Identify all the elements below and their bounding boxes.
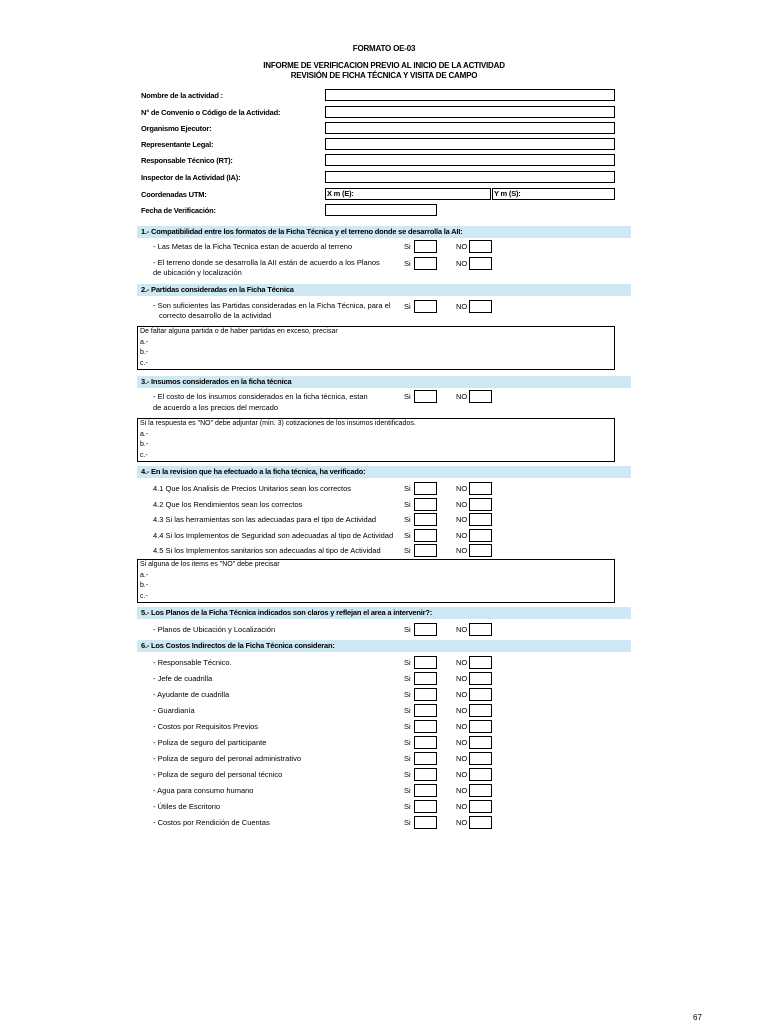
- s4-note-b: b.-: [140, 582, 149, 589]
- s6-item-9-si-label: Si: [404, 786, 411, 795]
- s4-item-5-no-checkbox[interactable]: [469, 544, 492, 557]
- s6-item-11-si-checkbox[interactable]: [414, 816, 437, 829]
- s6-item-9-no-checkbox[interactable]: [469, 784, 492, 797]
- s6-item-1-no-checkbox[interactable]: [469, 656, 492, 669]
- s6-item-11-no-label: NO: [456, 818, 468, 827]
- responsable-field[interactable]: [325, 154, 615, 166]
- s6-item-6: - Poliza de seguro del participante: [153, 738, 267, 747]
- s6-item-7: - Poliza de seguro del peronal administrativo: [153, 754, 301, 763]
- organismo-field[interactable]: [325, 122, 615, 134]
- s6-item-6-no-label: NO: [456, 738, 468, 747]
- s3-item-1-line2: de acuerdo a los precios del mercado: [153, 403, 279, 412]
- s6-item-9-no-label: NO: [456, 786, 468, 795]
- s1-item-1-si-label: Si: [404, 242, 411, 251]
- s1-item-1-no-label: NO: [456, 242, 468, 251]
- s3-item-1-no-checkbox[interactable]: [469, 390, 492, 403]
- label-responsable: Responsable Técnico (RT):: [141, 156, 233, 165]
- s3-note-c: c.-: [140, 451, 148, 459]
- s6-item-11-si-label: Si: [404, 818, 411, 827]
- s3-note-box[interactable]: [137, 418, 615, 462]
- s1-item-1-no-checkbox[interactable]: [469, 240, 492, 253]
- s6-item-5: - Costos por Requisitos Previos: [153, 722, 259, 731]
- s3-item-1-line1: - El costo de los insumos considerados en la ficha técnica, estan: [153, 392, 368, 401]
- s3-note-text: Si la respuesta es "NO" debe adjuntar (mín. 3) cotizaciones de los insumos identificados.: [140, 420, 416, 427]
- s4-item-3-si-label: Si: [404, 515, 411, 524]
- s4-note-c: c.-: [140, 592, 148, 600]
- s1-item-2-si-label: Si: [404, 259, 411, 268]
- s6-item-2-no-checkbox[interactable]: [469, 672, 492, 685]
- fecha-field[interactable]: [325, 204, 437, 216]
- representante-field[interactable]: [325, 138, 615, 150]
- section-3-title: 3.- Insumos considerados en la ficha técnica: [141, 377, 292, 386]
- s6-item-1-si-checkbox[interactable]: [414, 656, 437, 669]
- label-actividad: Nombre de la actividad :: [141, 91, 223, 100]
- section-4-title: 4.- En la revision que ha efectuado a la ficha técnica, ha verificado:: [141, 467, 366, 476]
- xm-field[interactable]: [325, 188, 491, 200]
- s2-note-text: De faltar alguna partida o de haber partidas en exceso, precisar: [140, 328, 338, 335]
- s6-item-5-no-label: NO: [456, 722, 468, 731]
- s4-item-3-no-label: NO: [456, 515, 468, 524]
- s2-item-1-line1: - Son suficientes las Partidas consideradas en la Ficha Técnica, para el: [153, 301, 391, 310]
- s4-item-2-si-label: Si: [404, 499, 411, 509]
- s6-item-4-no-label: NO: [456, 706, 468, 715]
- section-2-header: [137, 284, 631, 296]
- inspector-field[interactable]: [325, 171, 615, 183]
- s4-item-2: 4.2 Que los Rendimientos sean los correctos: [153, 499, 303, 509]
- label-representante: Representante Legal:: [141, 140, 214, 149]
- s6-item-5-si-label: Si: [404, 722, 411, 731]
- s1-item-2-no-label: NO: [456, 259, 468, 268]
- s5-item-1-no-checkbox[interactable]: [469, 623, 492, 636]
- section-6-title: 6.- Los Costos Indirectos de la Ficha Técnica consideran:: [141, 641, 335, 650]
- s6-item-6-si-checkbox[interactable]: [414, 736, 437, 749]
- s6-item-11-no-checkbox[interactable]: [469, 816, 492, 829]
- s6-item-3-no-checkbox[interactable]: [469, 688, 492, 701]
- s2-item-1-no-label: NO: [456, 302, 468, 311]
- s6-item-7-si-checkbox[interactable]: [414, 752, 437, 765]
- s2-note-a: a.-: [140, 338, 149, 346]
- s4-item-1-si-checkbox[interactable]: [414, 482, 437, 495]
- actividad-field[interactable]: [325, 89, 615, 101]
- s4-item-2-no-label: NO: [456, 499, 468, 509]
- s2-item-1-line2: correcto desarrollo de la actividad: [159, 311, 272, 320]
- s4-item-3-no-checkbox[interactable]: [469, 513, 492, 526]
- s3-note-b: b.-: [140, 441, 149, 448]
- s6-item-1-no-label: NO: [456, 658, 468, 667]
- s6-item-10-no-label: NO: [456, 802, 468, 811]
- form-subtitle: REVISIÓN DE FICHA TÉCNICA Y VISITA DE CAMPO: [290, 71, 478, 80]
- s1-item-2-si-checkbox[interactable]: [414, 257, 437, 270]
- s4-item-4-si-checkbox[interactable]: [414, 529, 437, 542]
- s1-item-1: - Las Metas de la Ficha Tecnica estan de acuerdo al terreno: [153, 242, 353, 251]
- label-fecha: Fecha de Verificación:: [141, 206, 216, 215]
- s4-note-a: a.-: [140, 571, 149, 579]
- page-number: 67: [693, 1013, 702, 1022]
- s4-item-4-no-checkbox[interactable]: [469, 529, 492, 542]
- section-1-header: [137, 226, 631, 238]
- s2-note-c: c.-: [140, 359, 148, 367]
- s6-item-5-no-checkbox[interactable]: [469, 720, 492, 733]
- convenio-field[interactable]: [325, 106, 615, 118]
- s6-item-3-si-label: Si: [404, 690, 411, 699]
- s4-item-3-si-checkbox[interactable]: [414, 513, 437, 526]
- s4-item-5: 4.5 Si los Implementos sanitarios son adecuadas al tipo de Actividad: [153, 546, 381, 555]
- s4-item-5-no-label: NO: [456, 546, 468, 555]
- s4-item-1-si-label: Si: [404, 484, 411, 493]
- s3-item-1-si-checkbox[interactable]: [414, 390, 437, 403]
- s6-item-4-no-checkbox[interactable]: [469, 704, 492, 717]
- section-2-title: 2.- Partidas consideradas en la Ficha Técnica: [141, 285, 294, 294]
- ym-label: Y m (S):: [494, 189, 521, 198]
- s6-item-8-si-checkbox[interactable]: [414, 768, 437, 781]
- s6-item-9-si-checkbox[interactable]: [414, 784, 437, 797]
- s6-item-4-si-checkbox[interactable]: [414, 704, 437, 717]
- s4-item-1-no-label: NO: [456, 484, 468, 493]
- s6-item-7-no-label: NO: [456, 754, 468, 763]
- s6-item-8-no-checkbox[interactable]: [469, 768, 492, 781]
- s4-item-4: 4.4 Si los Implementos de Seguridad son adecuadas al tipo de Actividad: [153, 530, 394, 540]
- section-5-title: 5.- Los Planos de la Ficha Técnica indicados son claros y reflejan el area a intervenir?:: [141, 608, 433, 617]
- ym-field[interactable]: [492, 188, 615, 200]
- s6-item-6-no-checkbox[interactable]: [469, 736, 492, 749]
- s6-item-5-si-checkbox[interactable]: [414, 720, 437, 733]
- s6-item-10-no-checkbox[interactable]: [469, 800, 492, 813]
- s4-item-2-si-checkbox[interactable]: [414, 498, 437, 511]
- s4-item-4-no-label: NO: [456, 530, 468, 540]
- s2-item-1-si-label: Si: [404, 302, 411, 311]
- s3-item-1-no-label: NO: [456, 392, 468, 401]
- s6-item-2: - Jefe de cuadrilla: [153, 674, 213, 683]
- s6-item-6-si-label: Si: [404, 738, 411, 747]
- s1-item-2-line2: de ubicación y localización: [153, 268, 242, 277]
- s1-item-1-si-checkbox[interactable]: [414, 240, 437, 253]
- s6-item-11: - Costos por Rendición de Cuentas: [153, 818, 270, 827]
- s6-item-8: - Poliza de seguro del personal técnico: [153, 770, 283, 779]
- s6-item-4: - Guardianía: [153, 706, 195, 715]
- s6-item-2-si-label: Si: [404, 674, 411, 683]
- section-4-header: [137, 466, 631, 478]
- s4-item-5-si-checkbox[interactable]: [414, 544, 437, 557]
- xm-label: X m (E):: [327, 189, 354, 198]
- s2-item-1-no-checkbox[interactable]: [469, 300, 492, 313]
- section-3-header: [137, 376, 631, 388]
- s6-item-2-no-label: NO: [456, 674, 468, 683]
- form-title: INFORME DE VERIFICACION PREVIO AL INICIO DE LA ACTIVIDAD: [263, 61, 505, 70]
- s4-note-box[interactable]: [137, 559, 615, 603]
- s6-item-3: - Ayudante de cuadrilla: [153, 690, 230, 699]
- s4-item-1-no-checkbox[interactable]: [469, 482, 492, 495]
- s5-item-1-si-label: Si: [404, 625, 411, 634]
- s4-item-1: 4.1 Que los Analisis de Precios Unitarios sean los correctos: [153, 484, 352, 493]
- s6-item-2-si-checkbox[interactable]: [414, 672, 437, 685]
- s2-item-1-si-checkbox[interactable]: [414, 300, 437, 313]
- s6-item-8-no-label: NO: [456, 770, 468, 779]
- s6-item-10-si-checkbox[interactable]: [414, 800, 437, 813]
- label-organismo: Organismo Ejecutor:: [141, 124, 212, 133]
- s4-item-5-si-label: Si: [404, 546, 411, 555]
- s3-note-a: a.-: [140, 430, 149, 438]
- s2-note-box[interactable]: [137, 326, 615, 370]
- s6-item-10: - Útiles de Escritorio: [153, 802, 221, 811]
- s5-item-1-no-label: NO: [456, 625, 468, 634]
- s6-item-9: - Agua para consumo humano: [153, 786, 254, 795]
- section-6-header: [137, 640, 631, 652]
- label-convenio: N° de Convenio o Código de la Actividad:: [141, 108, 281, 117]
- s4-item-4-si-label: Si: [404, 530, 411, 540]
- label-coordenadas: Coordenadas UTM:: [141, 190, 207, 199]
- s1-item-2-no-checkbox[interactable]: [469, 257, 492, 270]
- s6-item-7-si-label: Si: [404, 754, 411, 763]
- s3-item-1-si-label: Si: [404, 392, 411, 401]
- s6-item-1: - Responsable Técnico.: [153, 658, 232, 667]
- s2-note-b: b.-: [140, 349, 149, 356]
- section-1-title: 1.- Compatibilidad entre los formatos de la Ficha Técnica y el terreno donde se desarrolla la AII:: [141, 227, 463, 236]
- label-inspector: Inspector de la Actividad (IA):: [141, 173, 241, 182]
- s4-note-text: Si alguna de los items es "NO" debe precisar: [140, 561, 280, 568]
- s6-item-3-no-label: NO: [456, 690, 468, 699]
- s1-item-2-line1: - El terreno donde se desarrolla la AII están de acuerdo a los Planos: [153, 258, 380, 267]
- s4-item-3: 4.3 Si las herramientas son las adecuadas para el tipo de Actividad: [153, 515, 377, 524]
- s5-item-1-si-checkbox[interactable]: [414, 623, 437, 636]
- s6-item-3-si-checkbox[interactable]: [414, 688, 437, 701]
- s6-item-4-si-label: Si: [404, 706, 411, 715]
- s6-item-1-si-label: Si: [404, 658, 411, 667]
- s5-item-1: - Planos de Ubicación y Localización: [153, 625, 276, 634]
- s4-item-2-no-checkbox[interactable]: [469, 498, 492, 511]
- s6-item-8-si-label: Si: [404, 770, 411, 779]
- s6-item-7-no-checkbox[interactable]: [469, 752, 492, 765]
- s6-item-10-si-label: Si: [404, 802, 411, 811]
- section-5-header: [137, 607, 631, 619]
- form-code: FORMATO OE-03: [352, 44, 416, 53]
